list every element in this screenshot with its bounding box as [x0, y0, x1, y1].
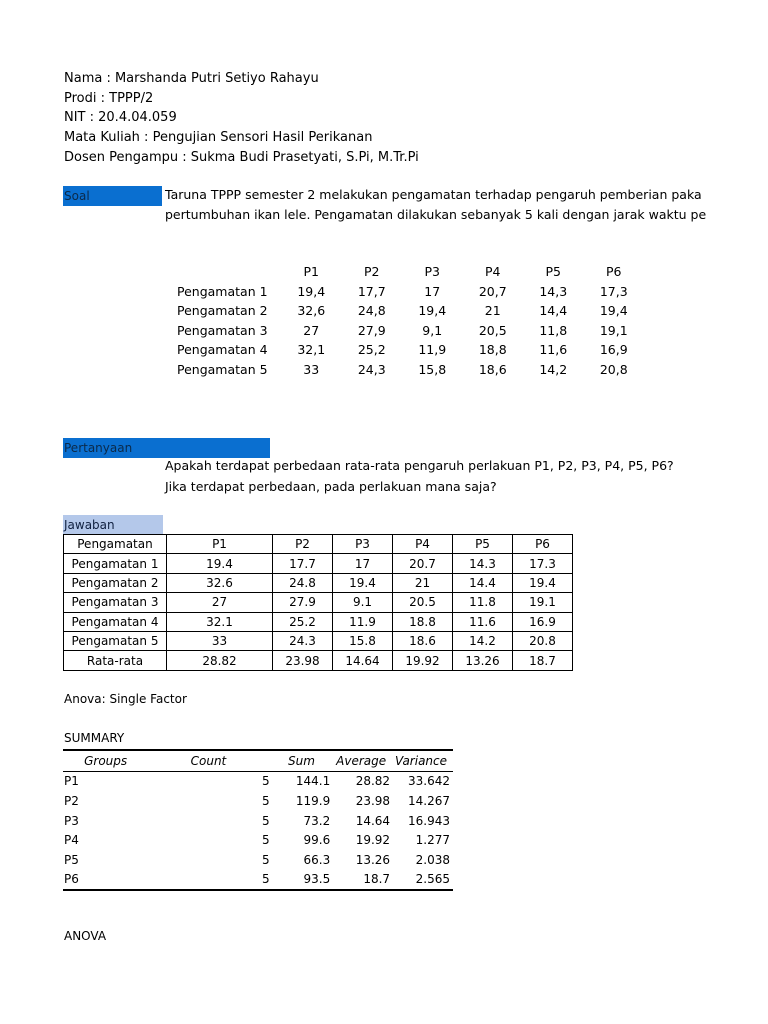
summary-cell: 1.277 — [415, 833, 450, 848]
answer-cell: Pengamatan 4 — [64, 612, 167, 631]
summary-cell: 144.1 — [295, 774, 331, 789]
answer-cell: Pengamatan 1 — [64, 554, 167, 573]
observation-cell: 19,1 — [599, 322, 628, 338]
summary-cell: 66.3 — [303, 852, 331, 867]
observation-column-header: P4 — [485, 264, 501, 280]
answer-column-header: P5 — [453, 535, 513, 554]
answer-cell: 27.9 — [273, 593, 333, 612]
observation-corner-cell — [170, 262, 281, 282]
observation-cell: 11,8 — [539, 322, 568, 338]
summary-row — [63, 771, 453, 791]
observation-column-header: P5 — [545, 264, 561, 280]
soal-text-line2: pertumbuhan ikan lele. Pengamatan dilakukan sebanyak 5 kali dengan jarak waktu pe — [165, 207, 707, 222]
answer-table — [63, 534, 573, 671]
answer-cell: 25.2 — [273, 612, 333, 631]
observation-cell: 18,6 — [478, 361, 507, 377]
jawaban-label: Jawaban — [63, 515, 163, 535]
answer-cell: 21 — [393, 573, 453, 592]
answer-cell: 11.9 — [333, 612, 393, 631]
answer-cell: 24.8 — [273, 573, 333, 592]
anova-label: ANOVA — [64, 929, 107, 943]
summary-table — [63, 749, 453, 891]
answer-row — [64, 573, 573, 592]
pertanyaan-text-line1: Apakah terdapat perbedaan rata-rata pengaruh perlakuan P1, P2, P3, P4, P5, P6? — [165, 458, 674, 473]
summary-cell: 5 — [262, 833, 270, 848]
summary-column-header: Average — [332, 750, 392, 771]
summary-cell: 5 — [262, 793, 270, 808]
observation-cell: 20,5 — [478, 322, 507, 338]
answer-cell: 28.82 — [167, 651, 273, 670]
summary-cell: 93.5 — [273, 870, 333, 891]
answer-column-header: Pengamatan — [64, 535, 167, 554]
summary-cell: P1 — [64, 774, 79, 789]
student-name: Nama : Marshanda Putri Setiyo Rahayu — [64, 71, 319, 86]
answer-cell: 32.6 — [167, 573, 273, 592]
summary-cell: P5 — [64, 852, 79, 867]
observation-cell: 17,7 — [357, 283, 386, 299]
observation-cell: 20,7 — [478, 283, 507, 299]
summary-cell: 73.2 — [303, 813, 331, 828]
answer-cell: 23.98 — [273, 651, 333, 670]
answer-cell: 20.7 — [393, 554, 453, 573]
answer-row — [64, 631, 573, 650]
observation-cell: 19,4 — [599, 303, 628, 319]
pertanyaan-text-line2: Jika terdapat perbedaan, pada perlakuan mana saja? — [165, 479, 497, 494]
summary-cell: P3 — [64, 813, 79, 828]
summary-header-row — [63, 750, 453, 771]
answer-cell: 14.4 — [453, 573, 513, 592]
summary-cell: P6 — [63, 870, 147, 891]
answer-cell: 14.2 — [453, 631, 513, 650]
answer-cell: 13.26 — [453, 651, 513, 670]
observation-row — [170, 321, 644, 341]
summary-cell: 28.82 — [355, 774, 391, 789]
answer-cell: 20.8 — [513, 631, 573, 650]
answer-cell: 17 — [333, 554, 393, 573]
answer-cell: 20.5 — [393, 593, 453, 612]
answer-cell: 14.3 — [453, 554, 513, 573]
summary-cell: 99.6 — [303, 833, 331, 848]
observation-cell: 17 — [424, 283, 441, 299]
summary-cell: 2.565 — [392, 870, 453, 891]
soal-label: Soal — [63, 186, 162, 206]
observation-cell: 17,3 — [599, 283, 628, 299]
summary-cell: P4 — [64, 833, 79, 848]
observation-row-label: Pengamatan 2 — [177, 303, 268, 319]
observation-cell: 9,1 — [422, 322, 443, 338]
observation-cell: 19,4 — [418, 303, 447, 319]
answer-cell: 19.4 — [167, 554, 273, 573]
observation-column-header: P6 — [606, 264, 622, 280]
observation-cell: 11,6 — [539, 342, 568, 358]
lecturer-name: Dosen Pengampu : Sukma Budi Prasetyati, S.Pi, M.Tr.Pi — [64, 150, 419, 165]
summary-cell: 19.92 — [355, 833, 391, 848]
observation-cell: 19,4 — [297, 283, 326, 299]
answer-row — [64, 554, 573, 573]
answer-cell: 16.9 — [513, 612, 573, 631]
answer-cell: 32.1 — [167, 612, 273, 631]
observation-cell: 25,2 — [357, 342, 386, 358]
answer-cell: 33 — [167, 631, 273, 650]
summary-row — [63, 791, 453, 811]
answer-cell: 24.3 — [273, 631, 333, 650]
answer-column-header: P1 — [167, 535, 273, 554]
summary-row — [63, 811, 453, 831]
answer-column-header: P6 — [513, 535, 573, 554]
observation-column-header: P2 — [364, 264, 380, 280]
answer-column-header: P2 — [273, 535, 333, 554]
summary-column-header: Count — [147, 750, 272, 771]
answer-column-header: P3 — [333, 535, 393, 554]
answer-cell: 17.7 — [273, 554, 333, 573]
observation-row — [170, 360, 644, 380]
answer-cell: 19.1 — [513, 593, 573, 612]
observation-row-label: Pengamatan 3 — [177, 322, 268, 338]
observation-column-header: P3 — [424, 264, 440, 280]
observation-cell: 18,8 — [478, 342, 507, 358]
answer-row — [64, 593, 573, 612]
summary-column-header: Sum — [273, 750, 333, 771]
observation-cell: 33 — [303, 361, 320, 377]
observation-row — [170, 301, 644, 321]
observation-cell: 21 — [484, 303, 501, 319]
observation-cell: 14,4 — [539, 303, 568, 319]
observation-cell: 20,8 — [599, 361, 628, 377]
answer-column-header: P4 — [393, 535, 453, 554]
answer-cell: 11.8 — [453, 593, 513, 612]
observation-header-row — [170, 262, 644, 282]
observation-cell: 14,2 — [539, 361, 568, 377]
summary-cell: 5 — [147, 870, 272, 891]
anova-title: Anova: Single Factor — [64, 692, 187, 706]
answer-cell: Pengamatan 5 — [64, 631, 167, 650]
answer-cell: Pengamatan 3 — [64, 593, 167, 612]
answer-cell: 19.4 — [513, 573, 573, 592]
answer-cell: 15.8 — [333, 631, 393, 650]
observation-row — [170, 282, 644, 302]
observation-cell: 15,8 — [418, 361, 447, 377]
summary-cell: 5 — [262, 813, 270, 828]
summary-cell: 23.98 — [355, 793, 391, 808]
answer-cell: 27 — [167, 593, 273, 612]
pertanyaan-label: Pertanyaan — [63, 438, 270, 458]
answer-average-row — [64, 651, 573, 670]
summary-cell: 16.943 — [408, 813, 450, 828]
soal-text-line1: Taruna TPPP semester 2 melakukan pengamatan terhadap pengaruh pemberian paka — [165, 187, 702, 202]
answer-cell: 14.64 — [333, 651, 393, 670]
answer-cell: 9.1 — [333, 593, 393, 612]
summary-cell: P2 — [64, 793, 79, 808]
summary-row — [63, 830, 453, 850]
summary-cell: 13.26 — [355, 852, 391, 867]
summary-cell: 119.9 — [295, 793, 331, 808]
observation-cell: 32,6 — [297, 303, 326, 319]
summary-cell: 18.7 — [332, 870, 392, 891]
summary-cell: 14.267 — [408, 793, 450, 808]
observation-cell: 27 — [303, 322, 320, 338]
observation-cell: 11,9 — [418, 342, 447, 358]
summary-cell: 5 — [262, 852, 270, 867]
summary-cell: 33.642 — [408, 774, 450, 789]
observation-table — [170, 262, 644, 379]
observation-cell: 27,9 — [357, 322, 386, 338]
answer-cell: Rata-rata — [64, 651, 167, 670]
answer-cell: 17.3 — [513, 554, 573, 573]
answer-cell: 18.6 — [393, 631, 453, 650]
course-name: Mata Kuliah : Pengujian Sensori Hasil Perikanan — [64, 130, 373, 145]
summary-cell: 5 — [262, 774, 270, 789]
summary-row — [63, 850, 453, 870]
study-program: Prodi : TPPP/2 — [64, 91, 154, 106]
observation-cell: 24,8 — [357, 303, 386, 319]
observation-row-label: Pengamatan 1 — [177, 283, 268, 299]
observation-row — [170, 340, 644, 360]
student-nit: NIT : 20.4.04.059 — [64, 110, 177, 125]
summary-row — [63, 870, 453, 891]
summary-column-header: Variance — [392, 750, 453, 771]
observation-row-label: Pengamatan 4 — [177, 342, 268, 358]
observation-column-header: P1 — [303, 264, 319, 280]
answer-cell: 18.8 — [393, 612, 453, 631]
observation-row-label: Pengamatan 5 — [177, 361, 268, 377]
observation-cell: 14,3 — [539, 283, 568, 299]
observation-cell: 24,3 — [357, 361, 386, 377]
answer-cell: Pengamatan 2 — [64, 573, 167, 592]
answer-cell: 11.6 — [453, 612, 513, 631]
observation-cell: 32,1 — [297, 342, 326, 358]
summary-label: SUMMARY — [64, 731, 125, 745]
answer-cell: 18.7 — [513, 651, 573, 670]
answer-row — [64, 612, 573, 631]
answer-header-row — [64, 535, 573, 554]
summary-cell: 2.038 — [415, 852, 450, 867]
answer-cell: 19.92 — [393, 651, 453, 670]
summary-cell: 14.64 — [355, 813, 391, 828]
answer-cell: 19.4 — [333, 573, 393, 592]
summary-column-header: Groups — [63, 750, 147, 771]
observation-cell: 16,9 — [599, 342, 628, 358]
